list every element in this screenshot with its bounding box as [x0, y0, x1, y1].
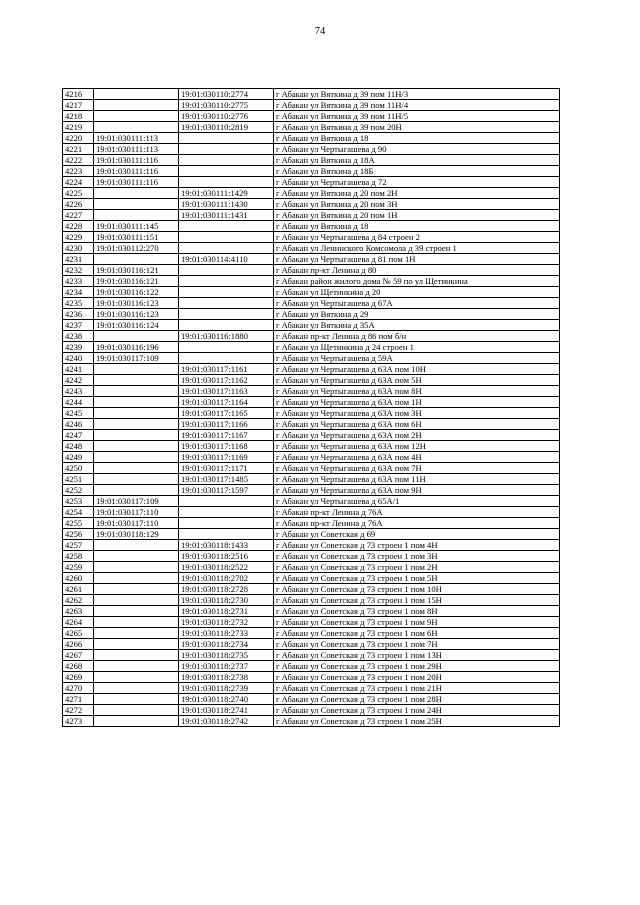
table-row	[63, 133, 560, 144]
land-plot-cadastral-cell: 19:01:030116:121	[94, 265, 179, 276]
row-number-cell: 4234	[63, 287, 94, 298]
address-cell: г Абакан ул Вяткина д 18	[274, 133, 560, 144]
building-cadastral-cell: 19:01:030118:2739	[179, 683, 274, 694]
land-plot-cadastral-cell: 19:01:030111:116	[94, 166, 179, 177]
building-cadastral-cell: 19:01:030118:2734	[179, 639, 274, 650]
row-number-cell: 4258	[63, 551, 94, 562]
land-plot-cadastral-cell: 19:01:030117:110	[94, 518, 179, 529]
building-cadastral-cell	[179, 243, 274, 254]
address-cell: г Абакан ул Советская д 73 строен 1 пом 29Н	[274, 661, 560, 672]
row-number-cell: 4222	[63, 155, 94, 166]
row-number-cell: 4262	[63, 595, 94, 606]
address-cell: г Абакан ул Чертыгашева д 63А пом 9Н	[274, 485, 560, 496]
row-number-cell: 4239	[63, 342, 94, 353]
table-row	[63, 342, 560, 353]
table-row	[63, 353, 560, 364]
row-number-cell: 4249	[63, 452, 94, 463]
address-cell: г Абакан ул Советская д 73 строен 1 пом 15Н	[274, 595, 560, 606]
row-number-cell: 4268	[63, 661, 94, 672]
row-number-cell: 4273	[63, 716, 94, 727]
table-row	[63, 364, 560, 375]
address-cell: г Абакан ул Советская д 73 строен 1 пом 24Н	[274, 705, 560, 716]
address-cell: г Абакан ул Чертыгашева д 65А/1	[274, 496, 560, 507]
building-cadastral-cell: 19:01:030118:2522	[179, 562, 274, 573]
land-plot-cadastral-cell	[94, 595, 179, 606]
row-number-cell: 4236	[63, 309, 94, 320]
address-cell: г Абакан ул Советская д 73 строен 1 пом 5Н	[274, 573, 560, 584]
land-plot-cadastral-cell: 19:01:030111:116	[94, 177, 179, 188]
row-number-cell: 4231	[63, 254, 94, 265]
building-cadastral-cell: 19:01:030118:2732	[179, 617, 274, 628]
building-cadastral-cell: 19:01:030117:1167	[179, 430, 274, 441]
row-number-cell: 4264	[63, 617, 94, 628]
land-plot-cadastral-cell	[94, 254, 179, 265]
building-cadastral-cell	[179, 298, 274, 309]
building-cadastral-cell	[179, 320, 274, 331]
land-plot-cadastral-cell	[94, 617, 179, 628]
row-number-cell: 4248	[63, 441, 94, 452]
property-registry-table	[62, 88, 560, 727]
building-cadastral-cell: 19:01:030116:1880	[179, 331, 274, 342]
address-cell: г Абакан ул Чертыгашева д 59А	[274, 353, 560, 364]
table-row	[63, 232, 560, 243]
address-cell: г Абакан район жилого дома № 59 по ул Щетинкина	[274, 276, 560, 287]
building-cadastral-cell	[179, 287, 274, 298]
table-row	[63, 672, 560, 683]
building-cadastral-cell: 19:01:030110:2776	[179, 111, 274, 122]
building-cadastral-cell: 19:01:030118:2516	[179, 551, 274, 562]
address-cell: г Абакан ул Чертыгашева д 90	[274, 144, 560, 155]
table-row	[63, 617, 560, 628]
land-plot-cadastral-cell: 19:01:030111:116	[94, 155, 179, 166]
address-cell: г Абакан ул Чертыгашева д 81 пом 1Н	[274, 254, 560, 265]
table-row	[63, 485, 560, 496]
building-cadastral-cell	[179, 529, 274, 540]
address-cell: г Абакан пр-кт Ленина д 80	[274, 265, 560, 276]
building-cadastral-cell: 19:01:030118:2738	[179, 672, 274, 683]
table-row	[63, 683, 560, 694]
building-cadastral-cell: 19:01:030117:1164	[179, 397, 274, 408]
address-cell: г Абакан ул Советская д 73 строен 1 пом 7Н	[274, 639, 560, 650]
land-plot-cadastral-cell: 19:01:030116:123	[94, 298, 179, 309]
row-number-cell: 4235	[63, 298, 94, 309]
row-number-cell: 4251	[63, 474, 94, 485]
registry-table-body	[63, 89, 560, 727]
building-cadastral-cell	[179, 496, 274, 507]
table-row	[63, 155, 560, 166]
building-cadastral-cell: 19:01:030118:2702	[179, 573, 274, 584]
land-plot-cadastral-cell	[94, 551, 179, 562]
row-number-cell: 4224	[63, 177, 94, 188]
land-plot-cadastral-cell: 19:01:030111:145	[94, 221, 179, 232]
land-plot-cadastral-cell	[94, 474, 179, 485]
land-plot-cadastral-cell: 19:01:030116:121	[94, 276, 179, 287]
row-number-cell: 4252	[63, 485, 94, 496]
building-cadastral-cell: 19:01:030110:2819	[179, 122, 274, 133]
table-row	[63, 408, 560, 419]
table-row	[63, 441, 560, 452]
land-plot-cadastral-cell	[94, 639, 179, 650]
address-cell: г Абакан ул Советская д 73 строен 1 пом 4Н	[274, 540, 560, 551]
table-row	[63, 628, 560, 639]
row-number-cell: 4259	[63, 562, 94, 573]
building-cadastral-cell	[179, 177, 274, 188]
address-cell: г Абакан ул Ленинского Комсомола д 39 строен 1	[274, 243, 560, 254]
row-number-cell: 4247	[63, 430, 94, 441]
land-plot-cadastral-cell	[94, 111, 179, 122]
table-row	[63, 320, 560, 331]
building-cadastral-cell	[179, 133, 274, 144]
row-number-cell: 4272	[63, 705, 94, 716]
building-cadastral-cell: 19:01:030117:1161	[179, 364, 274, 375]
building-cadastral-cell	[179, 265, 274, 276]
building-cadastral-cell	[179, 507, 274, 518]
building-cadastral-cell	[179, 155, 274, 166]
address-cell: г Абакан ул Вяткина д 20 пом 1Н	[274, 210, 560, 221]
building-cadastral-cell	[179, 309, 274, 320]
building-cadastral-cell: 19:01:030117:1162	[179, 375, 274, 386]
table-row	[63, 419, 560, 430]
address-cell: г Абакан ул Советская д 73 строен 1 пом 10Н	[274, 584, 560, 595]
land-plot-cadastral-cell: 19:01:030117:109	[94, 353, 179, 364]
table-row	[63, 199, 560, 210]
table-row	[63, 562, 560, 573]
row-number-cell: 4230	[63, 243, 94, 254]
row-number-cell: 4254	[63, 507, 94, 518]
land-plot-cadastral-cell	[94, 661, 179, 672]
land-plot-cadastral-cell: 19:01:030111:113	[94, 144, 179, 155]
land-plot-cadastral-cell	[94, 188, 179, 199]
table-row	[63, 122, 560, 133]
land-plot-cadastral-cell	[94, 122, 179, 133]
row-number-cell: 4233	[63, 276, 94, 287]
table-row	[63, 430, 560, 441]
row-number-cell: 4261	[63, 584, 94, 595]
table-row	[63, 694, 560, 705]
row-number-cell: 4227	[63, 210, 94, 221]
address-cell: г Абакан ул Чертыгашева д 63А пом 6Н	[274, 419, 560, 430]
building-cadastral-cell: 19:01:030111:1431	[179, 210, 274, 221]
address-cell: г Абакан ул Советская д 73 строен 1 пом 8Н	[274, 606, 560, 617]
address-cell: г Абакан ул Чертыгашева д 63А пом 1Н	[274, 397, 560, 408]
row-number-cell: 4256	[63, 529, 94, 540]
land-plot-cadastral-cell: 19:01:030116:124	[94, 320, 179, 331]
table-row	[63, 584, 560, 595]
row-number-cell: 4217	[63, 100, 94, 111]
address-cell: г Абакан ул Вяткина д 35А	[274, 320, 560, 331]
land-plot-cadastral-cell	[94, 485, 179, 496]
row-number-cell: 4226	[63, 199, 94, 210]
table-row	[63, 397, 560, 408]
building-cadastral-cell	[179, 353, 274, 364]
building-cadastral-cell: 19:01:030118:2742	[179, 716, 274, 727]
table-row	[63, 111, 560, 122]
land-plot-cadastral-cell	[94, 397, 179, 408]
table-row	[63, 452, 560, 463]
row-number-cell: 4218	[63, 111, 94, 122]
land-plot-cadastral-cell	[94, 331, 179, 342]
table-row	[63, 243, 560, 254]
land-plot-cadastral-cell	[94, 408, 179, 419]
building-cadastral-cell: 19:01:030117:1166	[179, 419, 274, 430]
table-row	[63, 287, 560, 298]
land-plot-cadastral-cell	[94, 694, 179, 705]
address-cell: г Абакан ул Чертыгашева д 63А пом 7Н	[274, 463, 560, 474]
land-plot-cadastral-cell	[94, 452, 179, 463]
table-row	[63, 650, 560, 661]
row-number-cell: 4265	[63, 628, 94, 639]
land-plot-cadastral-cell	[94, 683, 179, 694]
address-cell: г Абакан ул Советская д 73 строен 1 пом 21Н	[274, 683, 560, 694]
row-number-cell: 4263	[63, 606, 94, 617]
address-cell: г Абакан ул Вяткина д 18	[274, 221, 560, 232]
land-plot-cadastral-cell	[94, 210, 179, 221]
table-row	[63, 474, 560, 485]
building-cadastral-cell	[179, 221, 274, 232]
table-row	[63, 100, 560, 111]
address-cell: г Абакан ул Вяткина д 39 пом 11Н/4	[274, 100, 560, 111]
land-plot-cadastral-cell	[94, 419, 179, 430]
table-row	[63, 705, 560, 716]
row-number-cell: 4216	[63, 89, 94, 100]
table-row	[63, 298, 560, 309]
address-cell: г Абакан ул Советская д 69	[274, 529, 560, 540]
table-row	[63, 144, 560, 155]
table-row	[63, 551, 560, 562]
row-number-cell: 4271	[63, 694, 94, 705]
address-cell: г Абакан ул Чертыгашева д 63А пом 3Н	[274, 408, 560, 419]
address-cell: г Абакан пр-кт Ленина д 86 пом б/н	[274, 331, 560, 342]
table-row	[63, 507, 560, 518]
land-plot-cadastral-cell	[94, 584, 179, 595]
land-plot-cadastral-cell: 19:01:030117:110	[94, 507, 179, 518]
address-cell: г Абакан ул Щетинкина д 24 строен 1	[274, 342, 560, 353]
land-plot-cadastral-cell	[94, 650, 179, 661]
building-cadastral-cell: 19:01:030117:1169	[179, 452, 274, 463]
row-number-cell: 4225	[63, 188, 94, 199]
land-plot-cadastral-cell	[94, 89, 179, 100]
row-number-cell: 4223	[63, 166, 94, 177]
table-row	[63, 540, 560, 551]
address-cell: г Абакан ул Чертыгашева д 63А пом 4Н	[274, 452, 560, 463]
row-number-cell: 4242	[63, 375, 94, 386]
row-number-cell: 4243	[63, 386, 94, 397]
building-cadastral-cell: 19:01:030111:1429	[179, 188, 274, 199]
row-number-cell: 4255	[63, 518, 94, 529]
address-cell: г Абакан ул Вяткина д 20 пом 2Н	[274, 188, 560, 199]
address-cell: г Абакан ул Чертыгашева д 63А пом 8Н	[274, 386, 560, 397]
row-number-cell: 4260	[63, 573, 94, 584]
land-plot-cadastral-cell: 19:01:030118:129	[94, 529, 179, 540]
address-cell: г Абакан ул Щетинкина д 20	[274, 287, 560, 298]
table-row	[63, 276, 560, 287]
row-number-cell: 4267	[63, 650, 94, 661]
table-row	[63, 529, 560, 540]
land-plot-cadastral-cell	[94, 199, 179, 210]
building-cadastral-cell: 19:01:030117:1171	[179, 463, 274, 474]
land-plot-cadastral-cell: 19:01:030117:109	[94, 496, 179, 507]
row-number-cell: 4250	[63, 463, 94, 474]
building-cadastral-cell: 19:01:030118:2730	[179, 595, 274, 606]
address-cell: г Абакан ул Вяткина д 29	[274, 309, 560, 320]
building-cadastral-cell	[179, 166, 274, 177]
land-plot-cadastral-cell	[94, 606, 179, 617]
table-row	[63, 573, 560, 584]
land-plot-cadastral-cell	[94, 364, 179, 375]
row-number-cell: 4228	[63, 221, 94, 232]
table-row	[63, 210, 560, 221]
address-cell: г Абакан ул Советская д 73 строен 1 пом 25Н	[274, 716, 560, 727]
table-row	[63, 89, 560, 100]
address-cell: г Абакан ул Вяткина д 39 пом 11Н/5	[274, 111, 560, 122]
table-row	[63, 463, 560, 474]
building-cadastral-cell: 19:01:030118:2733	[179, 628, 274, 639]
building-cadastral-cell: 19:01:030118:2741	[179, 705, 274, 716]
table-row	[63, 254, 560, 265]
table-row	[63, 518, 560, 529]
building-cadastral-cell: 19:01:030118:2728	[179, 584, 274, 595]
address-cell: г Абакан ул Вяткина д 39 пом 11Н/3	[274, 89, 560, 100]
address-cell: г Абакан ул Советская д 73 строен 1 пом 9Н	[274, 617, 560, 628]
building-cadastral-cell: 19:01:030117:1165	[179, 408, 274, 419]
row-number-cell: 4270	[63, 683, 94, 694]
table-row	[63, 496, 560, 507]
address-cell: г Абакан ул Чертыгашева д 63А пом 5Н	[274, 375, 560, 386]
row-number-cell: 4246	[63, 419, 94, 430]
address-cell: г Абакан пр-кт Ленина д 76А	[274, 518, 560, 529]
row-number-cell: 4241	[63, 364, 94, 375]
table-row	[63, 221, 560, 232]
address-cell: г Абакан ул Советская д 73 строен 1 пом 6Н	[274, 628, 560, 639]
building-cadastral-cell: 19:01:030118:2735	[179, 650, 274, 661]
address-cell: г Абакан ул Чертыгашева д 72	[274, 177, 560, 188]
land-plot-cadastral-cell	[94, 375, 179, 386]
address-cell: г Абакан ул Чертыгашева д 63А пом 12Н	[274, 441, 560, 452]
land-plot-cadastral-cell	[94, 441, 179, 452]
table-row	[63, 661, 560, 672]
row-number-cell: 4269	[63, 672, 94, 683]
building-cadastral-cell: 19:01:030110:2775	[179, 100, 274, 111]
row-number-cell: 4238	[63, 331, 94, 342]
address-cell: г Абакан ул Советская д 73 строен 1 пом 2Н	[274, 562, 560, 573]
land-plot-cadastral-cell	[94, 463, 179, 474]
address-cell: г Абакан ул Чертыгашева д 67А	[274, 298, 560, 309]
land-plot-cadastral-cell	[94, 716, 179, 727]
land-plot-cadastral-cell	[94, 562, 179, 573]
row-number-cell: 4219	[63, 122, 94, 133]
row-number-cell: 4257	[63, 540, 94, 551]
land-plot-cadastral-cell: 19:01:030111:113	[94, 133, 179, 144]
building-cadastral-cell: 19:01:030114:4110	[179, 254, 274, 265]
row-number-cell: 4237	[63, 320, 94, 331]
table-row	[63, 639, 560, 650]
table-row	[63, 177, 560, 188]
building-cadastral-cell: 19:01:030118:2740	[179, 694, 274, 705]
page-number: 74	[314, 26, 326, 37]
table-row	[63, 265, 560, 276]
table-row	[63, 716, 560, 727]
table-row	[63, 606, 560, 617]
land-plot-cadastral-cell	[94, 705, 179, 716]
building-cadastral-cell	[179, 518, 274, 529]
land-plot-cadastral-cell	[94, 573, 179, 584]
land-plot-cadastral-cell: 19:01:030111:151	[94, 232, 179, 243]
building-cadastral-cell: 19:01:030117:1597	[179, 485, 274, 496]
building-cadastral-cell: 19:01:030117:1163	[179, 386, 274, 397]
address-cell: г Абакан ул Чертыгашева д 63А пом 11Н	[274, 474, 560, 485]
table-row	[63, 331, 560, 342]
row-number-cell: 4266	[63, 639, 94, 650]
land-plot-cadastral-cell: 19:01:030112:270	[94, 243, 179, 254]
row-number-cell: 4220	[63, 133, 94, 144]
table-row	[63, 386, 560, 397]
address-cell: г Абакан ул Чертыгашева д 84 строен 2	[274, 232, 560, 243]
address-cell: г Абакан ул Вяткина д 18Б	[274, 166, 560, 177]
table-row	[63, 188, 560, 199]
row-number-cell: 4244	[63, 397, 94, 408]
address-cell: г Абакан ул Советская д 73 строен 1 пом 28Н	[274, 694, 560, 705]
address-cell: г Абакан ул Советская д 73 строен 1 пом 13Н	[274, 650, 560, 661]
land-plot-cadastral-cell	[94, 430, 179, 441]
land-plot-cadastral-cell	[94, 628, 179, 639]
land-plot-cadastral-cell	[94, 540, 179, 551]
address-cell: г Абакан ул Советская д 73 строен 1 пом 3Н	[274, 551, 560, 562]
table-row	[63, 309, 560, 320]
building-cadastral-cell	[179, 144, 274, 155]
land-plot-cadastral-cell	[94, 386, 179, 397]
building-cadastral-cell	[179, 276, 274, 287]
address-cell: г Абакан ул Вяткина д 20 пом 3Н	[274, 199, 560, 210]
table-row	[63, 375, 560, 386]
building-cadastral-cell: 19:01:030118:2737	[179, 661, 274, 672]
land-plot-cadastral-cell	[94, 672, 179, 683]
address-cell: г Абакан ул Советская д 73 строен 1 пом 20Н	[274, 672, 560, 683]
building-cadastral-cell: 19:01:030118:2731	[179, 606, 274, 617]
row-number-cell: 4245	[63, 408, 94, 419]
table-row	[63, 595, 560, 606]
land-plot-cadastral-cell	[94, 100, 179, 111]
building-cadastral-cell: 19:01:030118:1433	[179, 540, 274, 551]
row-number-cell: 4253	[63, 496, 94, 507]
address-cell: г Абакан ул Чертыгашева д 63А пом 2Н	[274, 430, 560, 441]
building-cadastral-cell: 19:01:030111:1430	[179, 199, 274, 210]
row-number-cell: 4240	[63, 353, 94, 364]
building-cadastral-cell: 19:01:030117:1168	[179, 441, 274, 452]
row-number-cell: 4229	[63, 232, 94, 243]
building-cadastral-cell	[179, 342, 274, 353]
land-plot-cadastral-cell: 19:01:030116:196	[94, 342, 179, 353]
row-number-cell: 4232	[63, 265, 94, 276]
building-cadastral-cell: 19:01:030117:1485	[179, 474, 274, 485]
address-cell: г Абакан ул Вяткина д 18А	[274, 155, 560, 166]
address-cell: г Абакан пр-кт Ленина д 76А	[274, 507, 560, 518]
building-cadastral-cell	[179, 232, 274, 243]
row-number-cell: 4221	[63, 144, 94, 155]
land-plot-cadastral-cell: 19:01:030116:122	[94, 287, 179, 298]
table-row	[63, 166, 560, 177]
address-cell: г Абакан ул Вяткина д 39 пом 20Н	[274, 122, 560, 133]
land-plot-cadastral-cell: 19:01:030116:123	[94, 309, 179, 320]
building-cadastral-cell: 19:01:030110:2774	[179, 89, 274, 100]
address-cell: г Абакан ул Чертыгашева д 63А пом 10Н	[274, 364, 560, 375]
